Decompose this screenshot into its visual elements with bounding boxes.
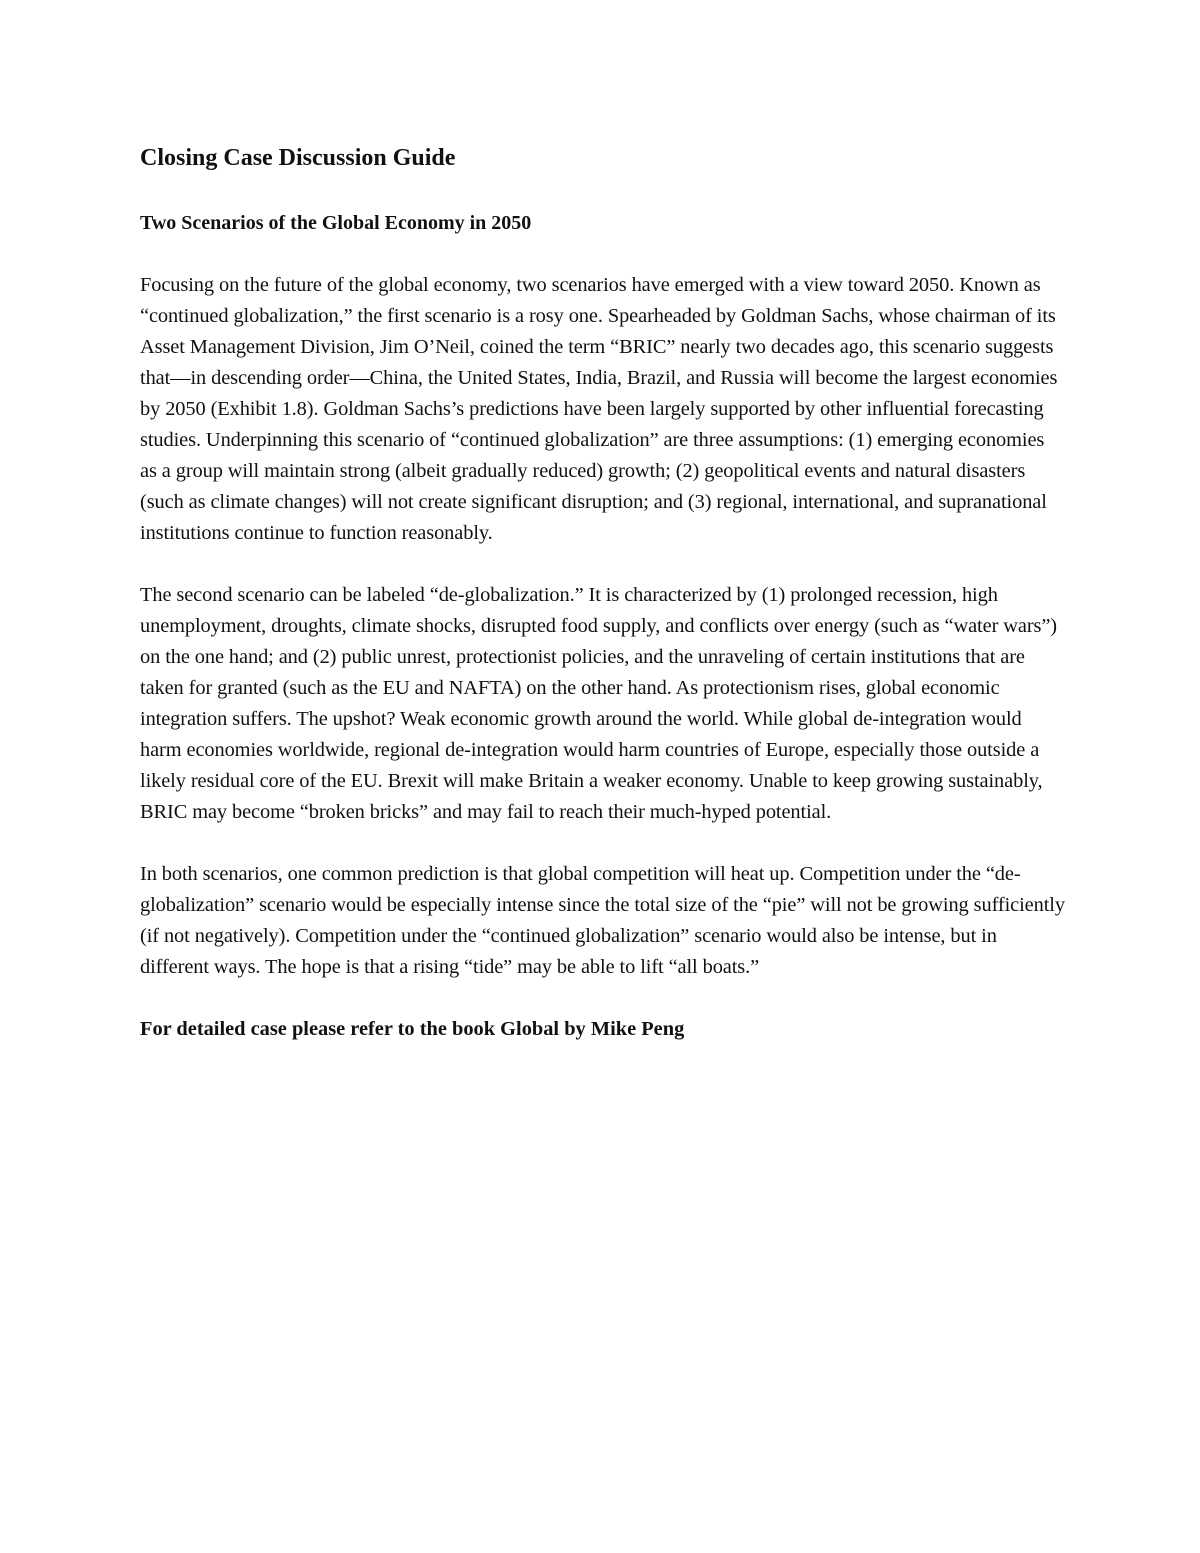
document-title: Closing Case Discussion Guide: [140, 145, 456, 171]
case-title: Two Scenarios of the Global Economy in 2050: [140, 212, 532, 234]
paragraph-continued-globalization: Focusing on the future of the global economy, two scenarios have emerged with a view toward 2050. Known as “continued globalization,” the first scenario is a rosy one. Spearheaded by Goldman Sachs, whose chairman of its Asset Management Division, Jim O’Neil, coined the term “BRIC” nearly two decades ago, this scenario suggests that—in descending order—China, the United States, India, Brazil, and Russia will become the largest economies by 2050 (Exhibit 1.8). Goldman Sachs’s predictions have been largely supported by other influential forecasting studies. Underpinning this scenario of “continued globalization” are three assumptions: (1) emerging economies as a group will maintain strong (albeit gradually reduced) growth; (2) geopolitical events and natural disasters (such as climate changes) will not create significant disruption; and (3) regional, international, and supranational institutions continue to function reasonably.: [140, 274, 1058, 544]
reference-note: For detailed case please refer to the book Global by Mike Peng: [140, 1018, 685, 1040]
paragraph-competition: In both scenarios, one common prediction is that global competition will heat up. Competition under the “de-globalization” scenario would be especially intense since the total size of the “pie” will not be growing sufficiently (if not negatively). Competition under the “continued globalization” scenario would also be intense, but in different ways. The hope is that a rising “tide” may be able to lift “all boats.”: [140, 863, 1065, 978]
document-body: [140, 140, 1065, 1045]
paragraph-de-globalization: The second scenario can be labeled “de-globalization.” It is characterized by (1) prolonged recession, high unemployment, droughts, climate shocks, disrupted food supply, and conflicts over energy (such as “water wars”) on the one hand; and (2) public unrest, protectionist policies, and the unraveling of certain institutions that are taken for granted (such as the EU and NAFTA) on the other hand. As protectionism rises, global economic integration suffers. The upshot? Weak economic growth around the world. While global de-integration would harm economies worldwide, regional de-integration would harm countries of Europe, especially those outside a likely residual core of the EU. Brexit will make Britain a weaker economy. Unable to keep growing sustainably, BRIC may become “broken bricks” and may fail to reach their much-hyped potential.: [140, 584, 1058, 823]
